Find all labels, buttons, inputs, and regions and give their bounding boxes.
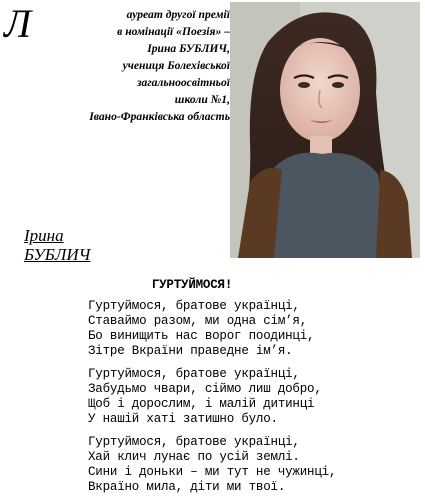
stanza (88, 435, 388, 495)
intro-line: Івано-Франківська область (89, 110, 230, 123)
poem-line: Сини і доньки – ми тут не чужинці, (88, 465, 337, 479)
drop-cap: Л (4, 1, 32, 46)
intro-line: Ірина БУБЛИЧ, (147, 42, 230, 55)
author-name (24, 226, 90, 264)
portrait-photo (230, 2, 420, 258)
intro-line: ауреат другої премії (126, 8, 230, 21)
poem-line: Вкраїно мила, діти ми твої. (88, 480, 286, 494)
poem-line: Хай клич лунає по усій землі. (88, 450, 300, 464)
author-last-name: БУБЛИЧ (24, 245, 91, 264)
poem-line: Ставаймо разом, ми одна сім’я, (88, 314, 308, 328)
intro-line: в номінації «Поезія» – (117, 25, 230, 38)
poem-line: У нашій хаті затишно було. (88, 412, 278, 426)
poem-line: Щоб і дорослим, і малій дитинці (88, 397, 315, 411)
author-first-name: Ірина (24, 226, 64, 245)
intro-line: школи №1, (174, 93, 230, 106)
poem-line: Забудьмо чвари, сіймо лиш добро, (88, 382, 322, 396)
stanza (88, 299, 388, 359)
poem-line: Гуртуймося, братове українці, (88, 367, 300, 381)
poem-line: Зітре Вкраїни праведне ім’я. (88, 344, 293, 358)
portrait-icon (230, 2, 420, 258)
poem-line: Бо винищить нас ворог поодинці, (88, 329, 315, 343)
poem-title: ГУРТУЙМОСЯ! (151, 278, 233, 292)
poem-line: Гуртуймося, братове українці, (88, 299, 300, 313)
poem-line: Гуртуймося, братове українці, (88, 435, 300, 449)
intro-line: учениця Болехівської (122, 59, 230, 72)
intro-line: загальноосвітньої (137, 76, 230, 89)
stanza (88, 367, 388, 427)
poem (88, 278, 388, 503)
